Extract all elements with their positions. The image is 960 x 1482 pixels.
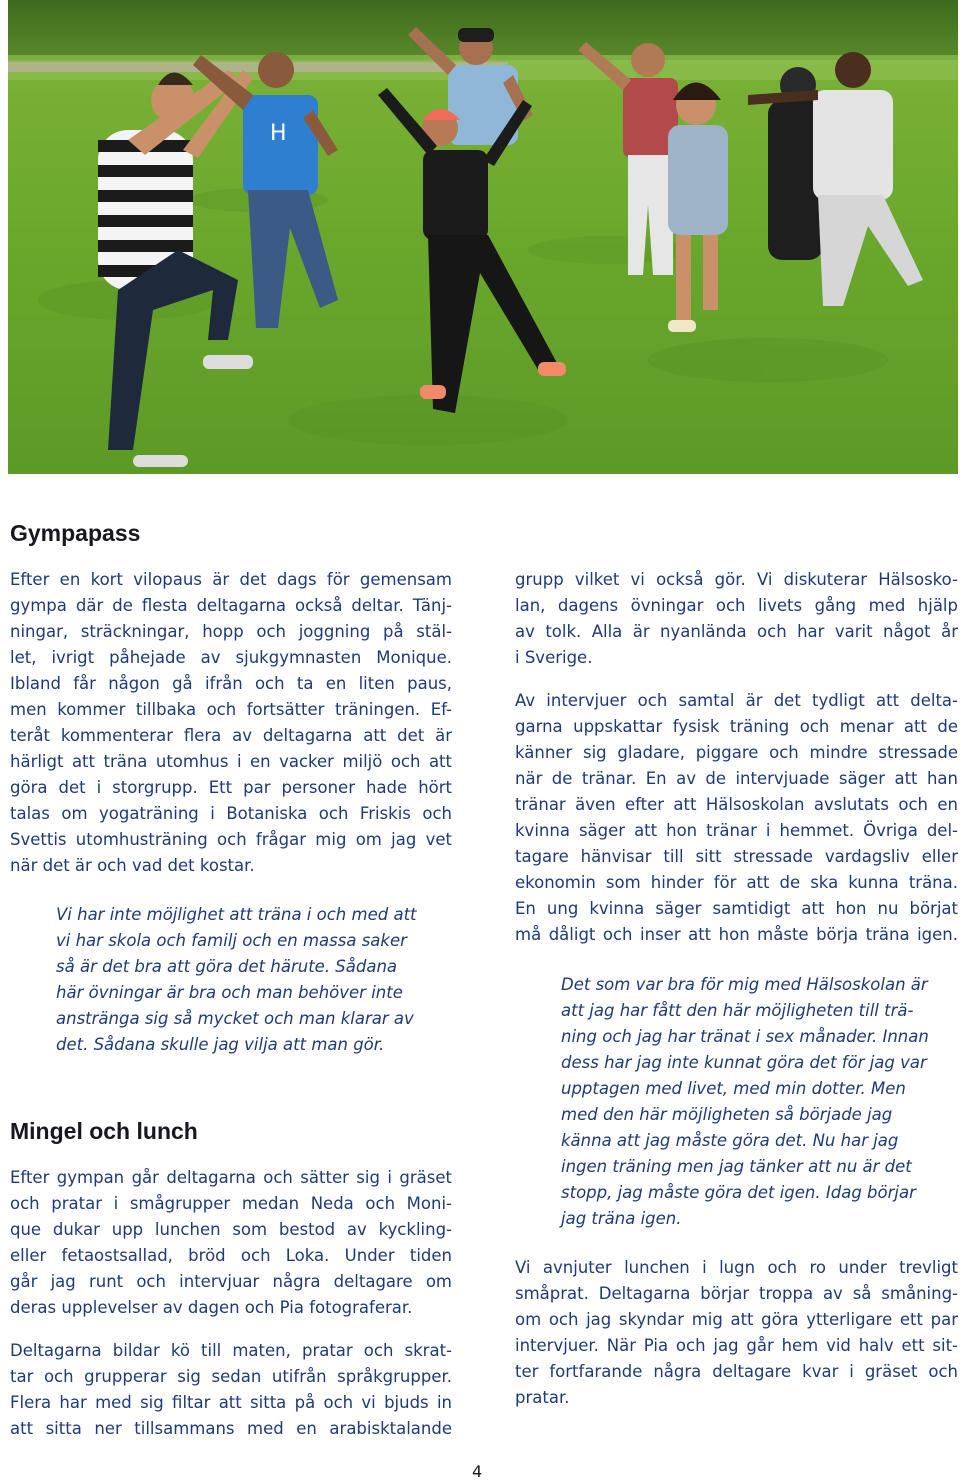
text-line: ter fortfarande några deltagare kvar i gräset och [515, 1362, 958, 1381]
text-line: garna uppskattar fysisk träning och menar att de [515, 717, 958, 736]
exercise-photo [8, 0, 958, 474]
quote-line: upptagen med livet, med min dotter. Men [561, 1079, 906, 1098]
paragraph-right-1 [515, 567, 958, 671]
text-line: tagare hänvisar till sitt stressade vardagsliv eller [515, 847, 958, 866]
text-line: grupp vilket vi också gör. Vi diskuterar Hälsosko- [515, 570, 958, 589]
quote-line: Vi har inte möjlighet att träna i och med att [56, 905, 417, 924]
quote-right [561, 972, 960, 1232]
paragraph-mingel-2 [10, 1338, 452, 1442]
text-line: let, ivrigt påhejade av sjukgymnasten Monique. [10, 648, 452, 667]
quote-line: här övningar är bra och man behöver inte [56, 983, 403, 1002]
text-line: Ibland får någon gå ifrån och ta en liten paus, [10, 674, 452, 693]
text-line: och pratar i smågrupper medan Neda och Moni- [10, 1194, 452, 1213]
left-column-text-1 [10, 567, 452, 879]
text-line: lan, dagens övningar och livets gång med hjälp [515, 596, 958, 615]
text-line: att sitta ner tillsammans med en arabisktalande [10, 1419, 452, 1438]
quote-line: vi har skola och familj och en massa saker [56, 931, 407, 950]
text-line: Efter en kort vilopaus är det dags för gemensam [10, 570, 452, 589]
text-line: men kommer tillbaka och fortsätter träningen. Ef- [10, 700, 452, 719]
quote-line: jag träna igen. [561, 1209, 682, 1228]
text-line: gympa där de flesta deltagarna också deltar. Tänj- [10, 596, 452, 615]
section-heading-gympapass: Gympapass [10, 520, 141, 546]
text-line: göra det i storgrupp. Ett par personer hade hört [10, 778, 452, 797]
quote-line: ning och jag har tränat i sex månader. Innan [561, 1027, 929, 1046]
text-line: går jag runt och intervjuar några deltagare om [10, 1272, 452, 1291]
text-line: ekonomin som hinder för att de ska kunna träna. [515, 873, 958, 892]
text-line: Efter gympan går deltagarna och sätter sig i gräset [10, 1168, 452, 1187]
outdoor-exercise-photo-icon [8, 0, 958, 474]
paragraph-mingel-1 [10, 1165, 452, 1321]
quote-line: stopp, jag måste göra det igen. Idag börjar [561, 1183, 916, 1202]
quote-line: Det som var bra för mig med Hälsoskolan är [561, 975, 928, 994]
quote-line: anstränga sig så mycket och man klarar av [56, 1009, 414, 1028]
text-line: när det är och vad det kostar. [10, 856, 255, 875]
left-column-text-2 [10, 1165, 452, 1442]
section-heading-mingel: Mingel och lunch [10, 1118, 198, 1144]
right-column-text-2 [515, 1255, 958, 1411]
text-line: ningar, sträckningar, hopp och joggning på stäl- [10, 622, 452, 641]
text-line: pratar. [515, 1388, 570, 1407]
text-line: om och jag skyndar mig att göra ytterligare ett par [515, 1310, 958, 1329]
quote-line: att jag har fått den här möjligheten till trä- [561, 1001, 914, 1020]
text-line: Deltagarna bildar kö till maten, pratar och skrat- [10, 1341, 452, 1360]
text-line: deras upplevelser av dagen och Pia fotograferar. [10, 1298, 413, 1317]
text-line: Svettis utomhusträning och frågar mig om jag vet [10, 830, 452, 849]
quote-line: det. Sådana skulle jag vilja att man gör. [56, 1035, 385, 1054]
text-line: när de tränar. En av de intervjuade säger att han [515, 769, 958, 788]
quote-line: med den här möjligheten så började jag [561, 1105, 893, 1124]
paragraph-right-2 [515, 688, 958, 948]
right-column-text-1 [515, 567, 958, 948]
quote-left [56, 902, 456, 1058]
quote-line: dess har jag inte kunnat göra det för jag var [561, 1053, 927, 1072]
text-line: kvinna säger att hon tränar i hemmet. Övriga del- [515, 821, 958, 840]
text-line: que dukar upp lunchen som bestod av kyckling- [10, 1220, 452, 1239]
text-line: eller fetaostsallad, bröd och Loka. Under tiden [10, 1246, 452, 1265]
text-line: härligt att träna utomhus i en vacker miljö och att [10, 752, 452, 771]
text-line: Flera har med sig filtar att sitta på och vi bjuds in [10, 1393, 452, 1412]
quote-line: känna att jag måste göra det. Nu har jag [561, 1131, 899, 1150]
quote-line: ingen träning men jag tänker att nu är det [561, 1157, 912, 1176]
text-line: tar och grupperar sig sedan utifrån språkgrupper. [10, 1367, 452, 1386]
text-line: talas om yogaträning i Botaniska och Friskis och [10, 804, 452, 823]
text-line: teråt kommenterar flera av deltagarna att det är [10, 726, 452, 745]
page-number: 4 [472, 1462, 483, 1481]
text-line: av tolk. Alla är nyanlända och har varit något år [515, 622, 958, 641]
text-line: i Sverige. [515, 648, 593, 667]
text-line: känner sig gladare, piggare och mindre stressade [515, 743, 958, 762]
text-line: En ung kvinna säger samtidigt att hon nu börjat [515, 899, 958, 918]
text-line: tränar även efter att Hälsoskolan avslutats och en [515, 795, 958, 814]
text-line: småprat. Deltagarna börjar troppa av så småning- [515, 1284, 958, 1303]
svg-text:H: H [270, 121, 287, 146]
paragraph-gympapass [10, 567, 452, 879]
text-line: må dåligt och inser att hon måste börja träna igen. [515, 925, 958, 944]
paragraph-right-3 [515, 1255, 958, 1411]
text-line: intervjuer. När Pia och jag går hem vid halv ett sit- [515, 1336, 958, 1355]
text-line: Av intervjuer och samtal är det tydligt att delta- [515, 691, 958, 710]
quote-line: så är det bra att göra det härute. Sådana [56, 957, 398, 976]
text-line: Vi avnjuter lunchen i lugn och ro under trevligt [515, 1258, 958, 1277]
